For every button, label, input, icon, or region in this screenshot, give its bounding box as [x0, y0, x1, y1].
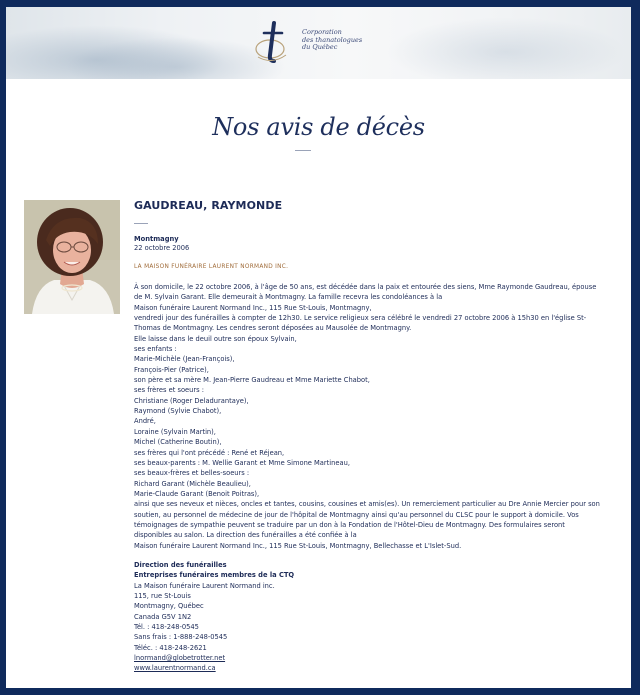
- company-fax: Téléc. : 418-248-2621: [134, 643, 207, 652]
- logo-line-3: du Québec: [302, 43, 338, 51]
- company-street: 115, rue St-Louis: [134, 591, 191, 600]
- obituary-line: disponibles au salon. La direction des funérailles a été confiée à la: [134, 531, 357, 540]
- obituary-line: Loraine (Sylvain Martin),: [134, 427, 216, 436]
- obituary-line: André,: [134, 417, 156, 426]
- obituary-line: ses beaux-parents : M. Wellie Garant et Mme Simone Martineau,: [134, 458, 350, 467]
- direction-subheading: Entreprises funéraires membres de la CTQ: [134, 571, 295, 580]
- title-divider: [295, 150, 311, 151]
- obituary-line: ses enfants :: [134, 345, 177, 354]
- notice-content: [134, 199, 600, 674]
- obituary-line: son père et sa mère M. Jean-Pierre Gaudreau et Mme Mariette Chabot,: [134, 376, 370, 385]
- header-banner: [6, 7, 631, 79]
- obituary-line: ses beaux-frères et belles-soeurs :: [134, 469, 250, 478]
- logo-line-2: des thanatologues: [302, 35, 363, 44]
- page-title: Nos avis de décès: [212, 113, 425, 141]
- obituary-line: soutien, au personnel de médecine de jour de l'hôpital de Montmagny ainsi qu'au personnel du CLSC pour le support à domicile. Vos: [134, 510, 579, 519]
- company-postal: Canada G5V 1N2: [134, 612, 192, 621]
- obituary-line: François-Pier (Patrice),: [134, 365, 209, 374]
- logo-line-1: Corporation: [302, 28, 342, 36]
- company-city: Montmagny, Québec: [134, 602, 204, 611]
- obituary-line: Raymond (Sylvie Chabot),: [134, 407, 222, 416]
- deceased-portrait: [24, 200, 120, 314]
- obituary-line: Marie-Claude Garant (Benoit Poitras),: [134, 489, 260, 498]
- obituary-line: témoignages de sympathie peuvent se traduire par un don à la Fondation de l'Hôtel-Dieu de Montmagny. Des formulaires seront: [134, 520, 565, 529]
- obituary-line: ses frères et soeurs :: [134, 386, 205, 395]
- ctq-logo-icon: [252, 19, 298, 67]
- ctq-logo[interactable]: [252, 19, 392, 69]
- obituary-line: Thomas de Montmagny. Les cendres seront déposées au Mausolée de Montmagny.: [134, 324, 412, 333]
- website-link[interactable]: www.laurentnormand.ca: [134, 664, 216, 673]
- company-name: La Maison funéraire Laurent Normand inc.: [134, 581, 275, 590]
- obituary-line: À son domicile, le 22 octobre 2006, à l'âge de 50 ans, est décédée dans la paix et entourée des siens, Mme Raymonde Gaudreau, épouse: [134, 283, 597, 291]
- direction-heading: Direction des funérailles: [134, 560, 227, 569]
- notice-date: 22 octobre 2006: [134, 244, 190, 252]
- page-frame: [6, 7, 631, 688]
- obituary-text: [134, 282, 600, 551]
- obituary-line: de M. Sylvain Garant. Elle demeurait à Montmagny. La famille recevra les condoléances à la: [134, 293, 443, 302]
- obituary-line: Elle laisse dans le deuil outre son époux Sylvain,: [134, 334, 297, 343]
- funeral-home-label: LA MAISON FUNÉRAIRE LAURENT NORMAND INC.: [134, 264, 289, 270]
- company-toll-free: Sans frais : 1-888-248-0545: [134, 633, 228, 642]
- obituary-line: vendredi jour des funérailles à compter de 12h30. Le service religieux sera célébré le vendredi 27 octobre 2006 à 15h30 en l'église St-: [134, 314, 587, 323]
- email-link[interactable]: lnormand@globetrotter.net: [134, 654, 226, 663]
- notice-city: Montmagny: [134, 235, 179, 243]
- obituary-line: Christiane (Roger Deladurantaye),: [134, 396, 249, 405]
- deceased-name: GAUDREAU, RAYMONDE: [134, 199, 283, 212]
- logo-wordmark: [302, 29, 362, 52]
- obituary-line: Maison funéraire Laurent Normand Inc., 115 Rue St-Louis, Montmagny, Bellechasse et L'Islet-Sud.: [134, 541, 462, 550]
- obituary-line: Marie-Michèle (Jean-François),: [134, 355, 235, 364]
- name-divider: [134, 223, 148, 224]
- funeral-direction-block: [134, 560, 579, 674]
- obituary-line: ses frères qui l'ont précédé : René et Réjean,: [134, 448, 285, 457]
- obituary-line: Richard Garant (Michèle Beaulieu),: [134, 479, 251, 488]
- obituary-line: ainsi que ses neveux et nièces, oncles et tantes, cousins, cousines et amis(es). Un remerciement particulier au Dre Annie Mercier pour son: [134, 500, 600, 509]
- obituary-line: Maison funéraire Laurent Normand Inc., 115 Rue St-Louis, Montmagny,: [134, 303, 372, 312]
- obituary-line: Michel (Catherine Boutin),: [134, 438, 222, 447]
- company-phone: Tél. : 418-248-0545: [134, 623, 199, 631]
